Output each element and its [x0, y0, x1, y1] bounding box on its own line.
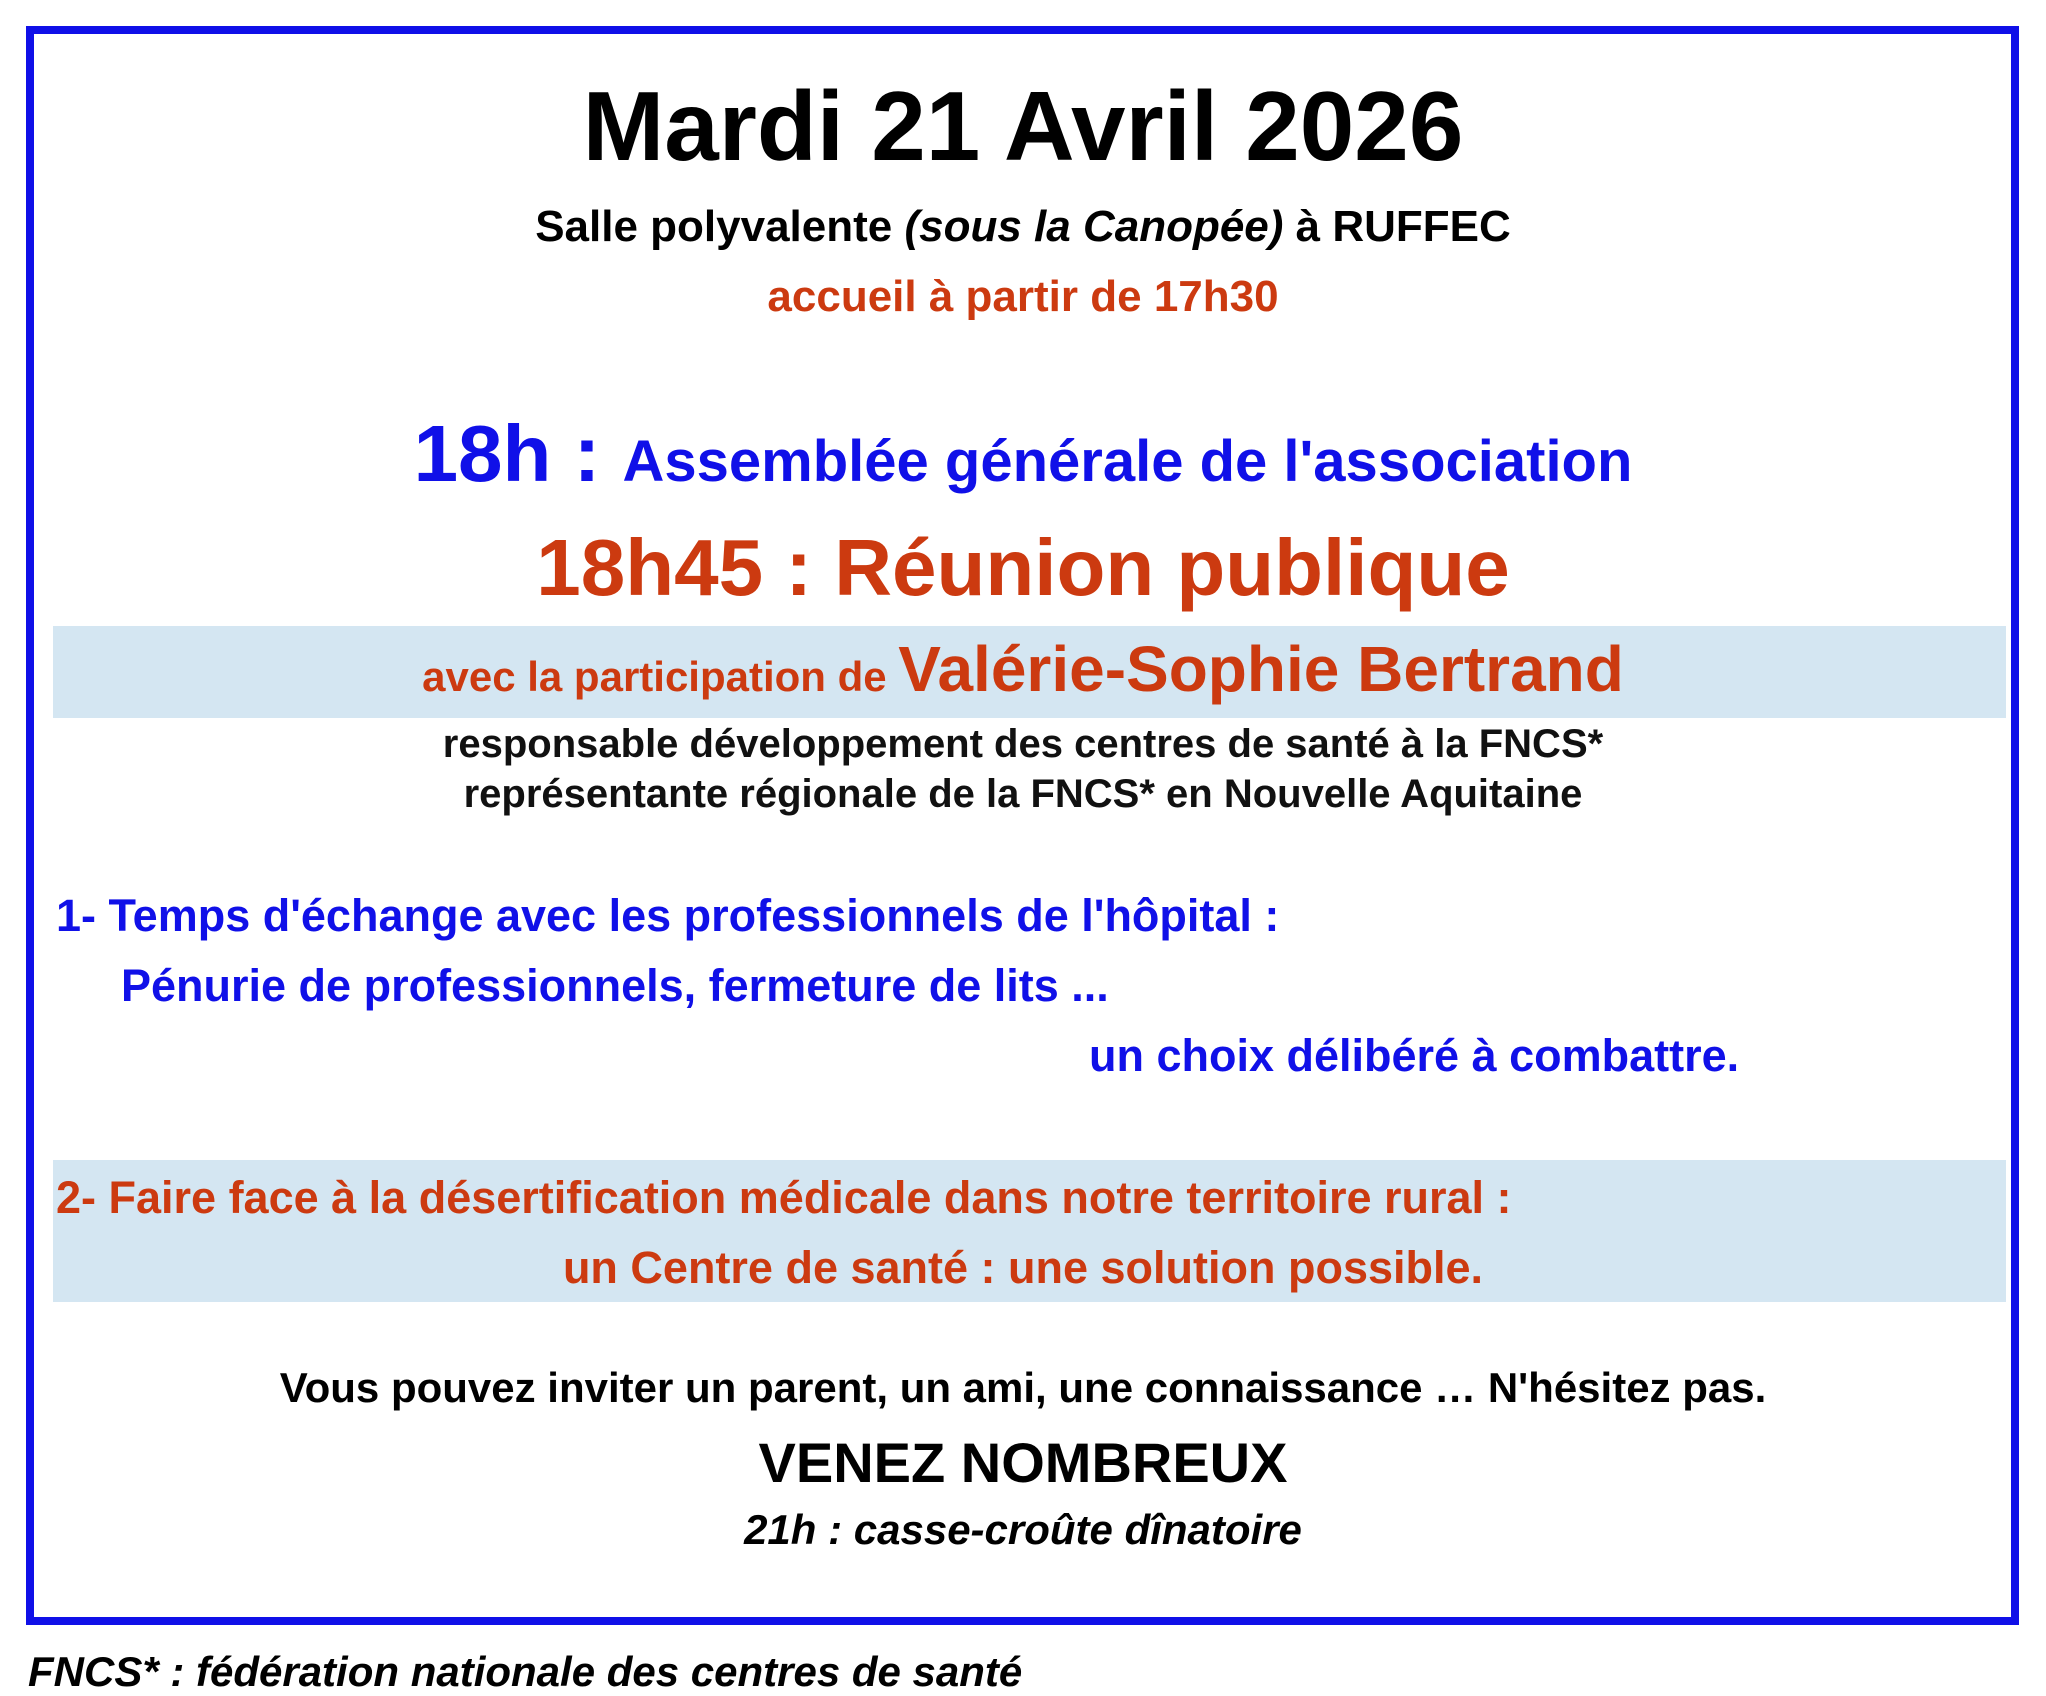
guest-name: Valérie-Sophie Bertrand	[898, 633, 1624, 705]
general-assembly-time: 18h :	[413, 409, 623, 498]
footnote: FNCS* : fédération nationale des centres de santé	[28, 1648, 1023, 1695]
topic-1-line-2: Pénurie de professionnels, fermeture de lits ...	[121, 960, 1109, 1011]
dinner-note: 21h : casse-croûte dînatoire	[744, 1506, 1302, 1553]
topic-1-title: 1- Temps d'échange avec les professionnels de l'hôpital :	[56, 890, 1280, 941]
call-to-action: VENEZ NOMBREUX	[758, 1431, 1288, 1494]
venue-prefix: Salle polyvalente	[535, 202, 905, 251]
topic-1-line-3: un choix délibéré à combattre.	[1089, 1030, 1740, 1081]
welcome-time: accueil à partir de 17h30	[767, 272, 1279, 321]
venue-line	[0, 202, 2046, 252]
event-date: Mardi 21 Avril 2026	[582, 71, 1464, 181]
public-meeting: 18h45 : Réunion publique	[536, 523, 1510, 612]
venue-suffix: à RUFFEC	[1283, 202, 1511, 251]
guest-role-2: représentante régionale de la FNCS* en Nouvelle Aquitaine	[463, 772, 1583, 816]
venue-note: (sous la Canopée)	[904, 202, 1284, 251]
invite-text: Vous pouvez inviter un parent, un ami, une connaissance … N'hésitez pas.	[279, 1364, 1767, 1411]
guest-role-1: responsable développement des centres de santé à la FNCS*	[442, 722, 1604, 766]
guest-line	[0, 632, 2046, 706]
guest-prefix: avec la participation de	[422, 653, 899, 700]
topic-2-line-2: un Centre de santé : une solution possible.	[562, 1242, 1484, 1293]
general-assembly	[0, 408, 2046, 500]
topic-2-title: 2- Faire face à la désertification médicale dans notre territoire rural :	[56, 1172, 1512, 1223]
general-assembly-label: Assemblée générale de l'association	[622, 429, 1633, 494]
